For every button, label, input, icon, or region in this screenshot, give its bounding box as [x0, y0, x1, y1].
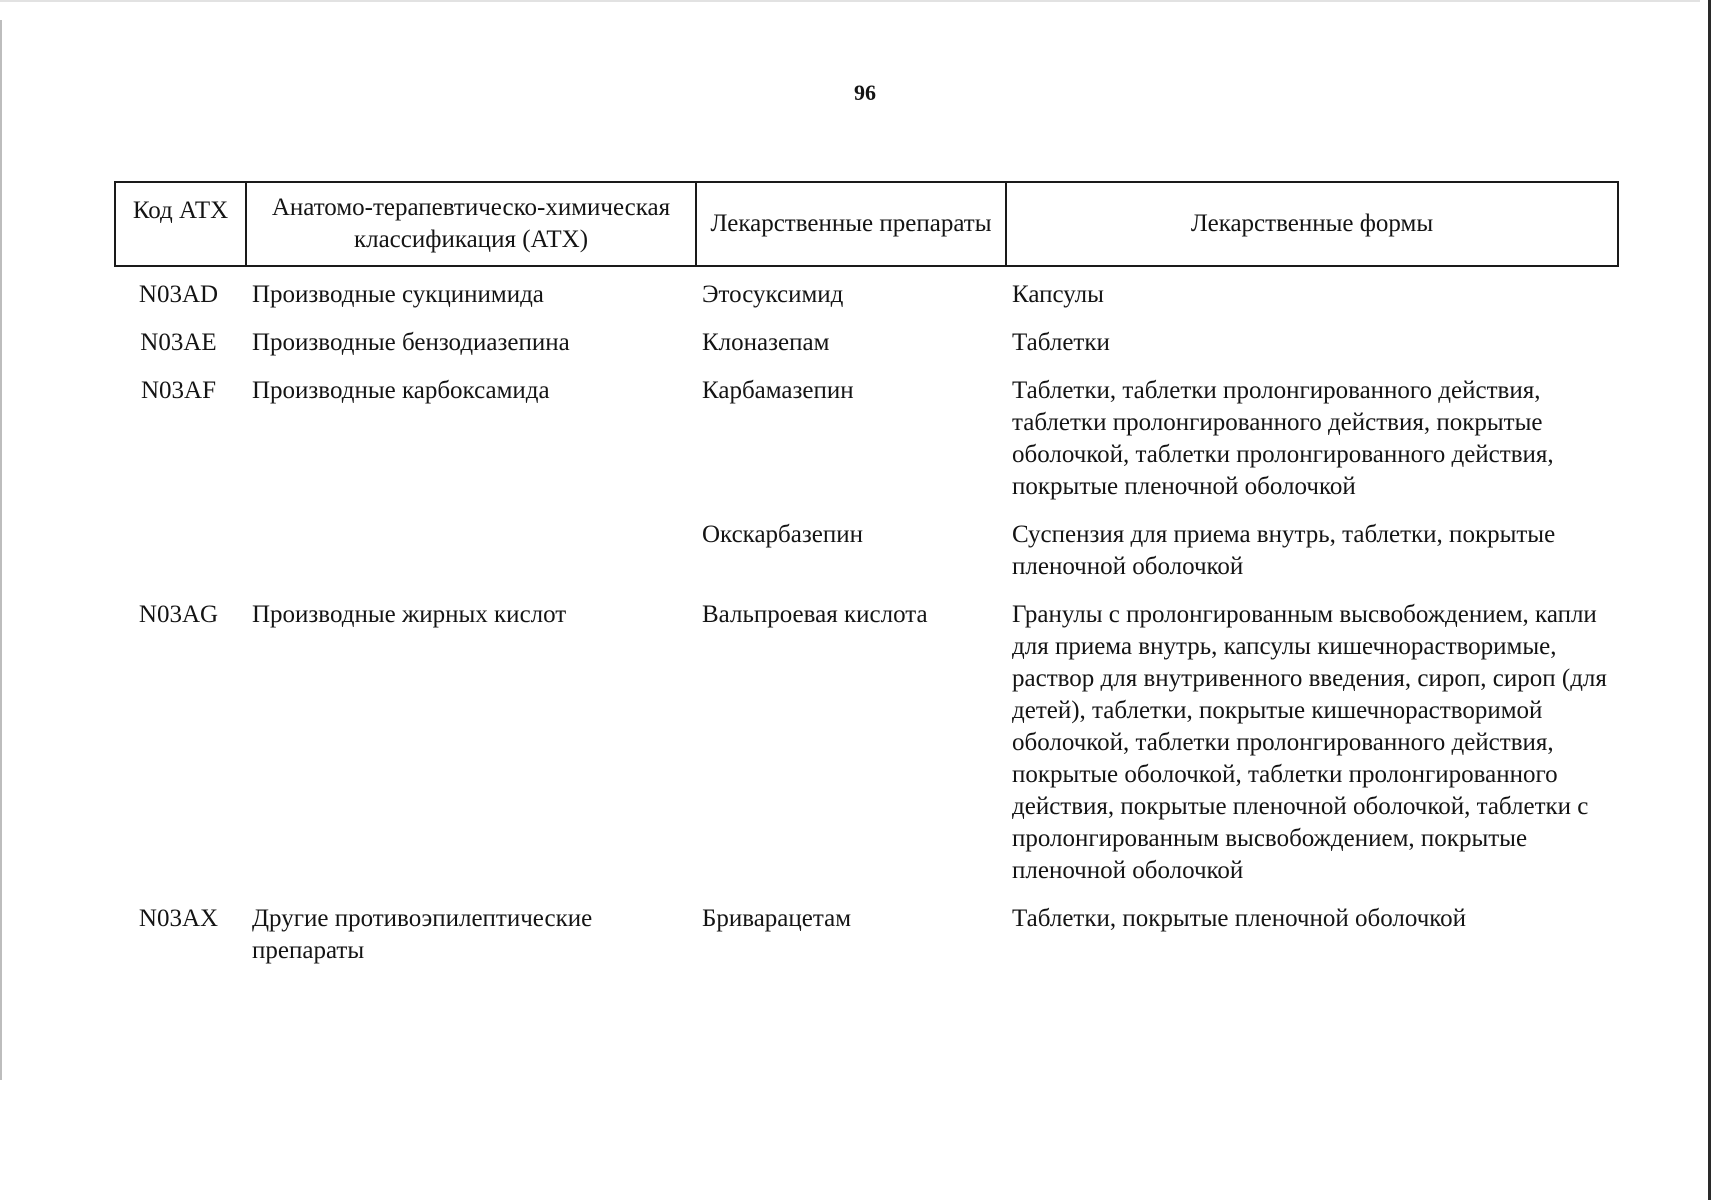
cell-drug: Карбамазепин [702, 377, 854, 404]
header-forms: Лекарственные формы [1006, 182, 1618, 266]
table-row [115, 266, 1618, 327]
scan-edge-left [0, 20, 2, 1080]
table-row [115, 903, 1618, 983]
cell-classification [246, 519, 696, 599]
table-row [115, 519, 1618, 599]
atx-table [114, 181, 1619, 983]
header-row [115, 182, 1618, 266]
scan-edge-top [0, 0, 1700, 2]
cell-drug: Окскарбазепин [702, 521, 863, 548]
header-drugs: Лекарственные препараты [696, 182, 1006, 266]
cell-drug: Бриварацетам [702, 905, 852, 932]
cell-forms: Гранулы с пролонгированным высвобождением, капли для приема внутрь, капсулы кишечнорастворимые, раствор для внутривенного введения, сироп, сироп (для детей), таблетки, покрытые кишечнорастворимой оболочкой, таблетки пролонгированного действия, покрытые оболочкой, таблетки пролонгированного действия, покрытые пленочной оболочкой, таблетки с пролонгированным высвобождением, покрытые пленочной оболочкой [1012, 601, 1607, 884]
cell-classification: Производные бензодиазепина [252, 329, 570, 356]
cell-forms: Таблетки, таблетки пролонгированного действия, таблетки пролонгированного действия, покрытые оболочкой, таблетки пролонгированного действия, покрытые пленочной оболочкой [1012, 377, 1554, 500]
cell-forms: Капсулы [1012, 281, 1104, 308]
table-header [115, 182, 1618, 266]
table-row [115, 599, 1618, 903]
cell-code: N03AD [138, 281, 219, 308]
cell-code: N03AE [140, 329, 217, 356]
table-row [115, 327, 1618, 375]
header-classification: Анатомо-терапевтическо-химическая классификация (АТХ) [246, 182, 696, 266]
page-number: 96 [854, 80, 876, 105]
cell-code: N03AF [140, 377, 216, 404]
cell-drug: Вальпроевая кислота [702, 601, 928, 628]
cell-classification: Производные жирных кислот [252, 601, 567, 628]
cell-classification: Производные карбоксамида [252, 377, 550, 404]
cell-code: N03AG [138, 601, 219, 628]
cell-code: N03AX [138, 905, 219, 932]
cell-code [115, 519, 246, 599]
cell-drug: Этосуксимид [702, 281, 844, 308]
cell-forms: Таблетки [1012, 329, 1110, 356]
header-code: Код АТХ [115, 182, 246, 266]
cell-forms: Таблетки, покрытые пленочной оболочкой [1012, 905, 1467, 932]
cell-classification: Другие противоэпилептические препараты [252, 905, 593, 964]
table-body [115, 266, 1618, 983]
cell-drug: Клоназепам [702, 329, 830, 356]
table-row [115, 375, 1618, 519]
cell-classification: Производные сукцинимида [252, 281, 544, 308]
cell-forms: Суспензия для приема внутрь, таблетки, покрытые пленочной оболочкой [1012, 521, 1556, 580]
